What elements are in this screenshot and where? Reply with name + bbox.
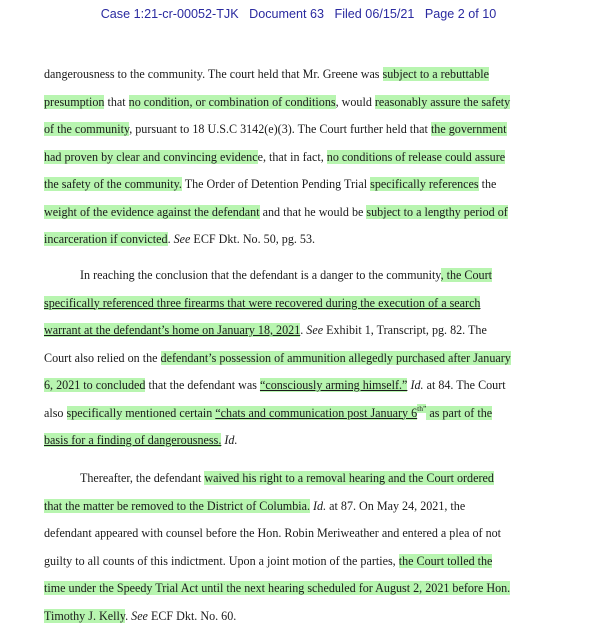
highlighted-text: presumption (44, 94, 105, 109)
highlighted-text: time under the Speedy Trial Act until the next hearing scheduled for August 2, 2021 before Hon. (44, 581, 511, 595)
text-run: In reaching the conclusion that the defendant is a danger to the community (80, 268, 441, 282)
highlighted-underlined-text: “consciously arming himself.” (259, 378, 408, 392)
text-run: defendant appeared with counsel before the Hon. Robin Meriweather and entered a plea of not (44, 526, 502, 540)
filed-date: Filed 06/15/21 (334, 7, 415, 21)
highlighted-text: Timothy J. Kelly (44, 608, 126, 623)
text-line (44, 149, 505, 165)
text-line (44, 608, 236, 624)
highlighted-text: , the Court (440, 268, 492, 282)
superscript-text: th” (417, 404, 427, 414)
text-run: . (300, 323, 307, 337)
citation-signal: See (306, 323, 324, 337)
text-run: that (104, 94, 129, 109)
text-line (44, 377, 506, 393)
text-run: and that he would be (259, 204, 367, 219)
text-line (44, 432, 237, 448)
text-line (44, 580, 510, 596)
case-number: Case 1:21-cr-00052-TJK (100, 7, 239, 21)
highlighted-text: as part of the (426, 405, 493, 420)
highlighted-text: of the community (44, 122, 130, 136)
text-run: dangerousness to the community. The court held that Mr. Greene was (44, 67, 383, 81)
text-run: Thereafter, the defendant (80, 471, 205, 485)
highlighted-text: weight of the evidence against the defendant (44, 204, 260, 219)
text-line (44, 498, 465, 514)
text-run: . (125, 608, 132, 623)
highlighted-text: the safety of the community. (44, 177, 182, 191)
text-line (44, 94, 510, 110)
highlighted-text: specifically references (370, 177, 479, 191)
text-line (80, 470, 494, 486)
text-run: ECF Dkt. No. 60. (147, 608, 237, 623)
highlighted-underlined-text: “chats and communication post January 6 (215, 405, 418, 420)
text-run: e, that in fact, (257, 149, 327, 164)
text-line (44, 322, 487, 338)
highlighted-underlined-text: specifically referenced three firearms that were recovered during the execution of a search (44, 295, 481, 310)
text-run: . (167, 232, 174, 246)
highlighted-text: defendant’s possession of ammunition allegedly purchased after January (160, 350, 511, 365)
citation-signal: See (173, 232, 191, 246)
text-line (44, 231, 315, 247)
text-run: Court also relied on the (44, 350, 161, 365)
highlighted-text: that the matter be removed to the District of Columbia. (44, 498, 310, 513)
text-run: at 87. On May 24, 2021, the (326, 498, 466, 513)
text-line (44, 405, 492, 421)
text-run: The Order of Detention Pending Trial (181, 177, 371, 191)
text-run: Exhibit 1, Transcript, pg. 82. The (323, 323, 487, 337)
highlighted-text: no condition, or combination of conditions (128, 94, 336, 109)
document-header (0, 7, 597, 21)
highlighted-text: subject to a rebuttable (382, 67, 489, 81)
text-run: at 84. The Court (423, 378, 506, 392)
highlighted-text: reasonably assure the safety (374, 94, 511, 109)
text-line (44, 176, 496, 192)
text-line (44, 204, 508, 220)
citation-signal: Id. (410, 378, 424, 392)
citation-signal: Id. (313, 498, 327, 513)
highlighted-text: the government (430, 122, 507, 136)
highlighted-text: 6, 2021 to concluded (44, 378, 146, 392)
text-line (44, 553, 492, 569)
citation-signal: Id. (224, 433, 238, 447)
highlighted-underlined-text: basis for a finding of dangerousness. (44, 433, 222, 447)
document-number: Document 63 (249, 7, 325, 21)
text-run: , pursuant to 18 U.S.C 3142(e)(3). The Court further held that (129, 122, 431, 136)
text-line (44, 121, 507, 137)
text-run: that the defendant was (145, 378, 260, 392)
highlighted-text: incarceration if convicted (44, 232, 168, 246)
citation-signal: See (131, 608, 148, 623)
text-run: also (44, 405, 67, 420)
highlighted-text: no conditions of release could assure (326, 149, 506, 164)
text-line (44, 66, 489, 82)
highlighted-text: the Court tolled the (398, 553, 493, 568)
highlighted-text: subject to a lengthy period of (366, 204, 508, 219)
highlighted-text: specifically mentioned certain (66, 405, 216, 420)
highlighted-text: waived his right to a removal hearing and the Court ordered (204, 471, 494, 485)
text-line (44, 525, 501, 541)
text-line (44, 295, 480, 311)
text-line (80, 267, 492, 283)
text-run: , would (335, 94, 375, 109)
text-run: ECF Dkt. No. 50, pg. 53. (190, 232, 316, 246)
text-run: the (478, 177, 497, 191)
text-line (44, 350, 511, 366)
highlighted-underlined-text: warrant at the defendant’s home on January 18, 2021 (44, 323, 301, 337)
highlighted-text: had proven by clear and convincing evidenc (44, 149, 258, 164)
text-run: guilty to all counts of this indictment. Upon a joint motion of the parties, (44, 553, 399, 568)
page-number: Page 2 of 10 (424, 7, 497, 21)
